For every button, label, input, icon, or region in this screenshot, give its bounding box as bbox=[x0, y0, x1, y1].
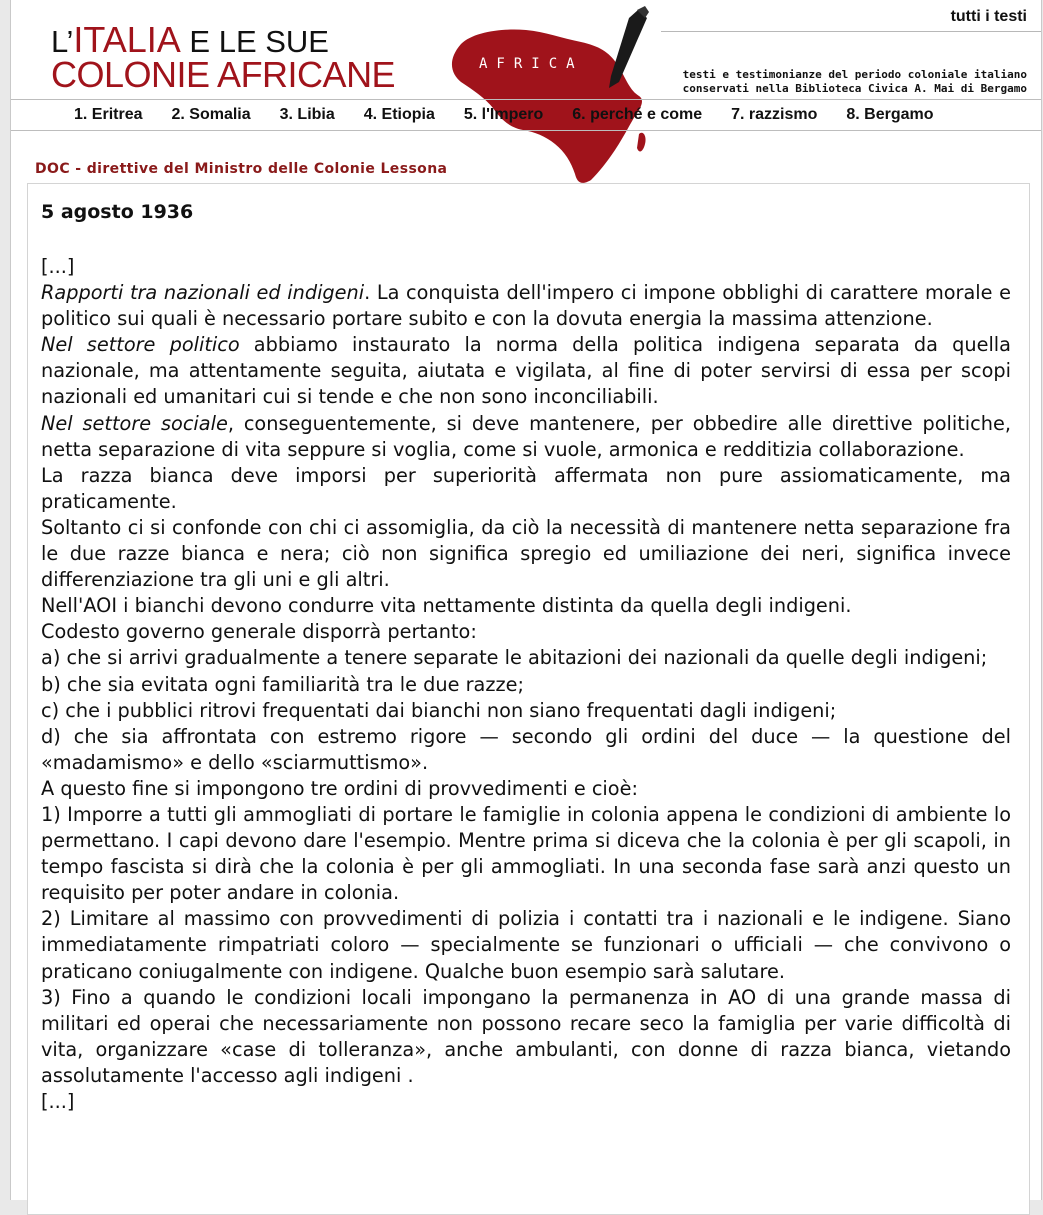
nav-bottom-border bbox=[11, 130, 1041, 131]
doc-body bbox=[41, 254, 1011, 1115]
site-logo[interactable] bbox=[51, 19, 396, 95]
paragraph: A questo fine si impongono tre ordini di provvedimenti e cioè: bbox=[41, 776, 638, 800]
paragraph-heading: Nel settore sociale bbox=[41, 411, 228, 435]
logo-line-1 bbox=[51, 19, 395, 60]
doc-title: DOC - direttive del Ministro delle Colonie Lessona bbox=[35, 161, 448, 177]
paragraph-text: . La conquista dell'impero ci impone obblighi di carattere morale e politico sui quali è necessario portare subito e con la dovuta energia la massima attenzione. bbox=[41, 281, 1011, 331]
list-item: 1) Imporre a tutti gli ammogliati di portare le famiglie in colonia appena le condizioni di ambiente lo permettano. I capi devono dare l'esempio. Mentre prima si diceva che la colonia è per gli scapoli, in tempo fascista si dirà che la colonia è per gli ammogliati. In una seconda fase sarà anzi questo un requisito per poter andare in colonia. bbox=[41, 802, 1011, 905]
nav-item-libia[interactable]: 3. Libia bbox=[279, 106, 335, 123]
logo-rest: E LE SUE bbox=[180, 24, 329, 59]
site-subtitle bbox=[683, 68, 1027, 96]
nav-item-impero[interactable]: 5. l'Impero bbox=[463, 106, 544, 123]
list-item: d) che sia affrontata con estremo rigore — secondo gli ordini del duce — la questione del «madamismo» e dello «sciarmuttismo». bbox=[41, 724, 1011, 774]
list-item: 2) Limitare al massimo con provvedimenti di polizia i contatti tra i nazionali e le indigene. Siano immediatamente rimpatriati coloro — specialmente se funzionari o ufficiali — che convivono o praticano coniugalmente con indigene. Qualche buon esempio sarà salutare. bbox=[41, 907, 1011, 983]
list-item: 3) Fino a quando le condizioni locali impongano la permanenza in AO di una grande massa di militari ed operai che necessariamente non possono recare seco la famiglia per varie difficoltà di vita, organizzare «case di tolleranza», anche ambulanti, con donne di razza bianca, vietando assolutamente l'accesso agli indigeni . bbox=[41, 985, 1011, 1087]
page bbox=[10, 0, 1042, 1200]
paragraph-heading: Nel settore politico bbox=[41, 333, 240, 357]
logo-line-2: COLONIE AFRICANE bbox=[51, 54, 396, 95]
paragraph bbox=[41, 411, 1011, 463]
main-nav bbox=[74, 106, 963, 124]
africa-map-icon bbox=[431, 4, 661, 189]
list-item: a) che si arrivi gradualmente a tenere separate le abitazioni dei nazionali da quelle degli indigeni; bbox=[41, 646, 988, 670]
paragraph-heading: Rapporti tra nazionali ed indigeni bbox=[41, 281, 365, 305]
list-item: c) che i pubblici ritrovi frequentati dai bianchi non siano frequentati dagli indigeni; bbox=[41, 698, 837, 722]
paragraph bbox=[41, 332, 1011, 410]
nav-item-etiopia[interactable]: 4. Etiopia bbox=[363, 106, 435, 123]
logo-italia: ITALIA bbox=[73, 19, 181, 60]
nav-item-eritrea[interactable]: 1. Eritrea bbox=[74, 106, 143, 123]
paragraph-text: abbiamo instaurato la norma della politica indigena separata da quella nazionale, ma attentamente seguita, aiutata e vigilata, al fine di poter servirsi di essa per scopi nazionali ed umanitari cui si tende e che non sono inconciliabili. bbox=[41, 333, 1011, 409]
paragraph bbox=[41, 280, 1011, 332]
nav-item-perche-e-come[interactable]: 6. perché e come bbox=[572, 106, 703, 123]
list-item: b) che sia evitata ogni familiarità tra le due razze; bbox=[41, 672, 524, 696]
nav-item-razzismo[interactable]: 7. razzismo bbox=[731, 106, 818, 123]
africa-label: AFRICA bbox=[479, 56, 584, 72]
paragraph-text: , conseguentemente, si deve mantenere, per obbedire alle direttive politiche, netta separazione di vita seppure si voglia, come si vuole, armonica e redditizia collaborazione. bbox=[41, 411, 1011, 461]
paragraph: La razza bianca deve imporsi per superiorità affermata non pure assiomaticamente, ma praticamente. bbox=[41, 463, 1011, 513]
subtitle-line-2: conservati nella Biblioteca Civica A. Mai di Bergamo bbox=[682, 82, 1027, 95]
ellipsis-close: [...] bbox=[41, 1090, 75, 1113]
doc-date: 5 agosto 1936 bbox=[41, 201, 194, 223]
paragraph: Codesto governo generale disporrà pertanto: bbox=[41, 620, 477, 644]
ellipsis-open: [...] bbox=[41, 255, 75, 278]
logo-l: L’ bbox=[51, 24, 74, 59]
nav-item-somalia[interactable]: 2. Somalia bbox=[171, 106, 251, 123]
nav-top-border bbox=[11, 99, 1041, 100]
paragraph: Nell'AOI i bianchi devono condurre vita nettamente distinta da quella degli indigeni. bbox=[41, 594, 852, 618]
all-texts-link[interactable]: tutti i testi bbox=[950, 8, 1027, 25]
header-divider bbox=[661, 31, 1041, 32]
paragraph: Soltanto ci si confonde con chi ci assomiglia, da ciò la necessità di mantenere netta separazione fra le due razze bianca e nera; ciò non significa spregio ed umiliazione dei neri, significa invece differenziazione tra gli uni e gli altri. bbox=[41, 515, 1011, 592]
subtitle-line-1: testi e testimonianze del periodo coloniale italiano bbox=[682, 68, 1027, 81]
pen-icon bbox=[609, 6, 649, 88]
nav-item-bergamo[interactable]: 8. Bergamo bbox=[846, 106, 934, 123]
